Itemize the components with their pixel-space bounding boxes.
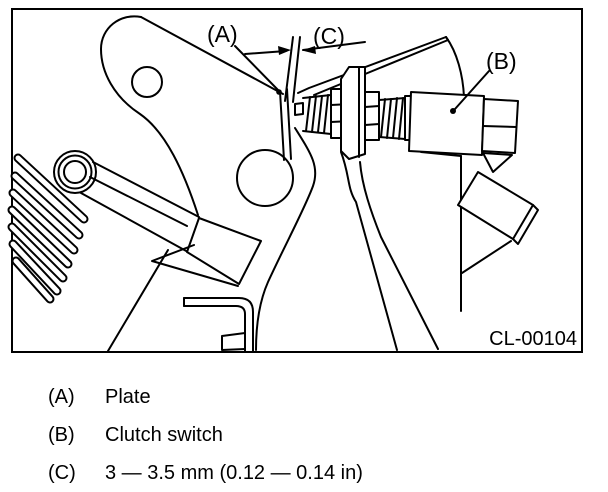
legend-label-a: Plate	[105, 386, 151, 408]
legend-item-b	[48, 425, 363, 445]
switch-tip	[295, 103, 303, 115]
callout-a-label: (A)	[207, 21, 238, 47]
leader-a-dot	[276, 89, 282, 95]
leader-b-dot	[450, 108, 456, 114]
legend-label-b: Clutch switch	[105, 424, 223, 446]
callout-b-label: (B)	[486, 48, 517, 74]
hex-nut-2	[365, 92, 379, 140]
callout-c-label: (C)	[313, 23, 345, 49]
legend-item-c	[48, 463, 363, 483]
switch-body	[409, 92, 484, 155]
figure-code: CL-00104	[489, 328, 577, 350]
switch-mount-bracket	[341, 67, 365, 159]
legend-item-a	[48, 387, 363, 407]
legend-key-c: (C)	[48, 462, 76, 484]
legend-key-b: (B)	[48, 424, 75, 446]
spring-eyelet	[54, 151, 96, 193]
legend-label-c: 3 — 3.5 mm (0.12 — 0.14 in)	[105, 462, 363, 484]
legend-key-a: (A)	[48, 386, 75, 408]
figure-legend	[48, 387, 363, 492]
